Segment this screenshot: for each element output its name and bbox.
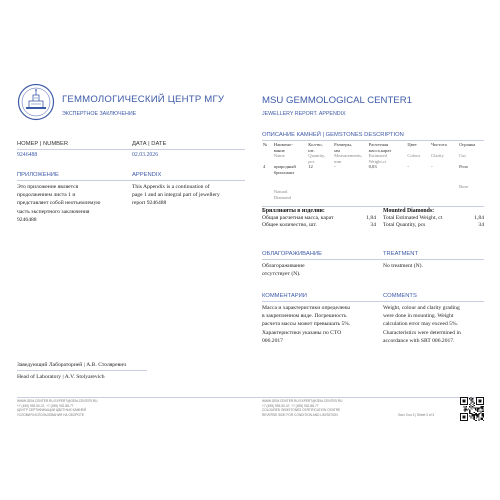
text-line: Характеристики указаны по СТО <box>262 329 342 336</box>
treatment-label-en: TREATMENT <box>383 251 418 257</box>
footer-line: +7 (495) 939-50-47, +7 (495) 932-88-77 <box>17 403 74 408</box>
text-line: This Appendix is a continuation of <box>132 184 210 190</box>
text-line: отсутствует (N). <box>262 271 301 278</box>
comments-text-ru <box>262 304 350 345</box>
totals-title-ru: Бриллианты в изделии: <box>262 208 325 214</box>
comments-label-en: COMMENTS <box>383 293 417 299</box>
text-line: page 1 and an integral part of jewellery <box>132 192 220 199</box>
appendix-text-ru <box>17 183 100 224</box>
subtitle-ru: ЭКСПЕРТНОЕ ЗАКЛЮЧЕНИЕ <box>62 111 137 117</box>
report-number: 9246488 <box>17 152 38 158</box>
treatment-label-ru: ОБЛАГОРАЖИВАНИЕ <box>262 251 322 257</box>
date-label: ДАТА | DATE <box>132 141 167 147</box>
title-en: MSU GEMMOLOGICAL CENTER1 <box>262 95 412 106</box>
text-line: продолжением листа 1 и <box>17 192 76 199</box>
footer-line: УСЛОВИЯ ИСПОЛЬЗОВАНИЯ НА ОБОРОТЕ <box>17 412 85 417</box>
cell: Роза Rose <box>459 164 469 189</box>
totals-weight-ru: 1,84 <box>366 215 376 221</box>
divider <box>262 259 484 260</box>
text-line: Characteristics were determined in <box>383 329 461 336</box>
cell: 0,03 <box>368 164 377 169</box>
divider <box>17 180 245 181</box>
subtitle-en: JEWELLERY REPORT. APPENDIX <box>262 111 346 117</box>
qr-code-icon <box>460 397 484 421</box>
header-cell: Цвет Colour <box>407 142 421 158</box>
report-date: 02.03.2026 <box>132 152 159 158</box>
appendix-label-en: APPENDIX <box>132 172 162 178</box>
text-line: часть экспертного заключения <box>17 208 90 215</box>
footer-line: WWW.GEM-CENTER.RU EXPERT@GEM-CENTER.RU <box>262 399 343 403</box>
footer-line: COLOURED GEMSTONES CERTIFICATION CENTRE <box>262 408 341 412</box>
totals-qty-label-en: Total Quantity, pcs <box>383 222 426 228</box>
totals-qty-en: 34 <box>478 222 484 228</box>
totals-weight-label-en: Total Estimated Weight, ct <box>383 215 443 221</box>
totals-title-en: Mounted Diamonds: <box>383 208 435 214</box>
treatment-text-en: No treatment (N). <box>383 263 423 269</box>
footer-left <box>17 399 97 417</box>
comments-label-ru: КОММЕНТАРИИ <box>262 293 307 299</box>
table-row <box>262 164 484 200</box>
appendix-text-en <box>132 183 220 208</box>
header-cell: № <box>263 142 268 147</box>
footer-line: REVERSE SIDE FOR CONDITION AND LIMITATION <box>262 412 338 417</box>
signature-divider <box>17 370 147 371</box>
treatment-text-ru <box>262 262 305 278</box>
appendix-label-ru: ПРИЛОЖЕНИЕ <box>17 172 59 178</box>
cell: природный бриллиант Natural Diamond <box>273 164 296 200</box>
text-line: Weight, colour and clarity grading <box>383 305 460 311</box>
divider <box>262 140 484 141</box>
text-line: в закрепленном виде. Погрешность <box>262 313 347 320</box>
text-line: расчета массы может превышать 5%. <box>262 321 351 328</box>
header-cell: Расчетная масса,карат Estimated Weight,ct <box>368 142 392 164</box>
header-cell: Размеры, мм Measurements, mm <box>334 142 363 164</box>
header-cell: Наимено- вание Name <box>273 142 293 158</box>
totals-weight-label-ru: Общая расчетная масса, карат <box>262 215 334 221</box>
header-cell: Огранка Cut <box>459 142 476 158</box>
totals-qty-label-ru: Общее количество, шт. <box>262 222 317 228</box>
text-line: were done in mounting. Weight <box>383 313 454 320</box>
header-cell: Чистота Clarity <box>431 142 447 158</box>
footer-line: ЦЕНТР СЕРТИФИКАЦИИ ЦВЕТНЫХ КАМНЕЙ <box>17 408 86 412</box>
text-line: 006.2017 <box>262 337 283 344</box>
text-line: report 9246488 <box>132 200 167 207</box>
cell: 4 <box>263 164 266 169</box>
cell: - <box>334 164 336 169</box>
text-line: accordance with SRT 006.2017. <box>383 337 455 344</box>
text-line: Облагораживание <box>262 263 305 269</box>
totals-weight-en: 1,84 <box>474 215 484 221</box>
text-line: calculation error may exceed 5%. <box>383 321 459 328</box>
text-line: представляет собой неотъемлемую <box>17 200 101 207</box>
cell: 12 <box>308 164 313 169</box>
signature-ru: Заведующий Лабораторией | А.В. Столяревич <box>17 362 127 368</box>
signature-en: Head of Laboratory | A.V. Stolyarevich <box>17 374 105 380</box>
title-ru: ГЕММОЛОГИЧЕСКИЙ ЦЕНТР МГУ <box>62 94 225 105</box>
gemstones-section-title: ОПИСАНИЕ КАМНЕЙ | GEMSTONES DESCRIPTION <box>262 132 404 138</box>
totals-qty-ru: 34 <box>370 222 376 228</box>
text-line: Это приложение является <box>17 184 79 190</box>
comments-text-en <box>383 304 461 345</box>
text-line: 9246488 <box>17 216 37 223</box>
footer-line: +7 (495) 939-50-47, +7 (495) 932-88-77 <box>262 403 319 408</box>
text-line: Масса и характеристики определены <box>262 305 350 311</box>
page-indicator: Лист 3 из 3 | Sheet 3 of 3 <box>398 413 435 417</box>
footer-right <box>262 399 342 417</box>
table-header-row <box>262 142 484 164</box>
cell: - <box>431 164 433 169</box>
number-label: НОМЕР | NUMBER <box>17 141 69 147</box>
gemstones-table <box>262 142 484 200</box>
footer-line: WWW.GEM-CENTER.RU EXPERT@GEM-CENTER.RU <box>17 399 98 403</box>
footer-divider <box>17 397 483 398</box>
cell: - <box>407 164 409 169</box>
divider <box>262 206 484 207</box>
header-cell: Кол-во, шт. Quantity, pcs <box>308 142 326 164</box>
divider <box>262 301 484 302</box>
divider <box>17 149 245 150</box>
msu-logo <box>17 83 55 121</box>
